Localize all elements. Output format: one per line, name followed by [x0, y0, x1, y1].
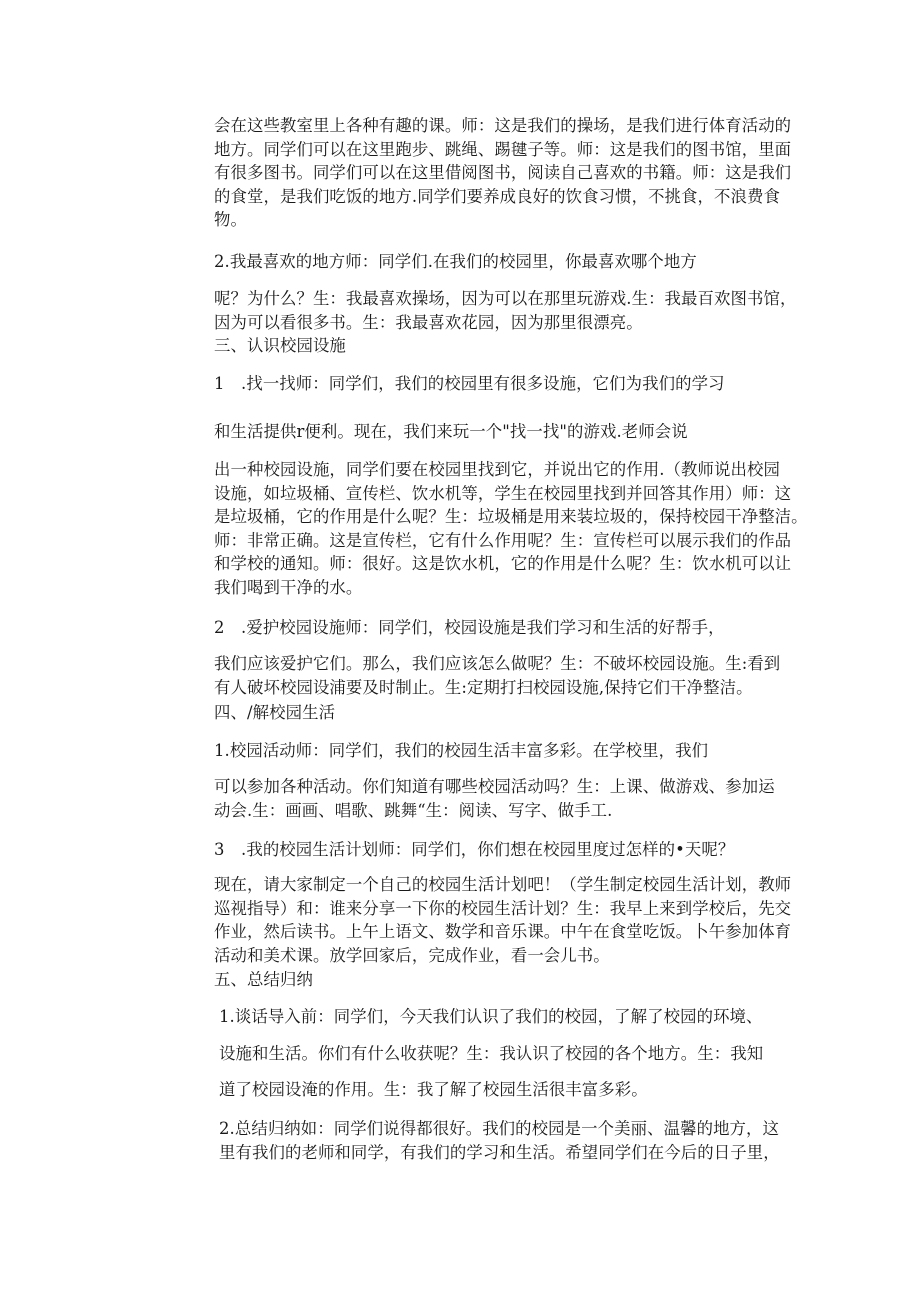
text-line: 是垃圾桶，它的作用是什么呢？生：垃圾桶是用来装垃圾的，保持校园干净整洁。 [214, 507, 808, 526]
paragraph-favorite-place-answers [214, 287, 814, 334]
text-line: 和学校的通知。师：很好。这是饮水机，它的作用是什么呢？生：饮水机可以让 [214, 554, 792, 573]
text-line: 里有我们的老师和同学，有我们的学习和生活。希望同学们在今后的日子里， [219, 1142, 780, 1162]
text-line: 出一种校园设施，同学们要在校园里找到它，并说出它的作用.（教师说出校园 [214, 460, 780, 479]
paragraph-summary-question [219, 1042, 819, 1066]
text-line: 1.校园活动师：同学们，我们的校园生活丰富多彩。在学校里，我们 [214, 741, 709, 760]
text-line: 因为可以看很多书。生：我最喜欢花园，因为那里很漂亮。 [214, 312, 643, 332]
text-line: 1 .找一找师：同学们，我们的校园里有很多设施，它们为我们的学习 [214, 374, 725, 393]
text-line: 活动和美术课。放学回家后，完成作业，看一会儿书。 [214, 945, 610, 965]
paragraph-favorite-place-intro [214, 250, 814, 274]
text-line: 和生活提供r便利。现在，我们来玩一个"找一找"的游戏.老师会说 [214, 422, 688, 441]
text-line: 1.谈话导入前：同学们，今天我们认识了我们的校园，了解了校园的环境、 [219, 1007, 763, 1026]
text-line: 2.总结归纳如：同学们说得都很好。我们的校园是一个美丽、温馨的地方，这 [219, 1119, 780, 1138]
section-heading-3: 三、认识校园设施 [214, 336, 346, 355]
text-line: 有很多图书。同学们可以在这里借阅图书，阅读自己喜欢的书籍。师：这是我们 [214, 163, 792, 182]
paragraph-school-activities-intro [214, 739, 814, 763]
paragraph-protect-facility-intro [214, 616, 814, 640]
text-line: 现在，请大家制定一个自己的校园生活计划吧！（学生制定校园生活计划，教师 [214, 875, 792, 894]
text-line: 动会.生：画画、唱歌、跳舞“生：阅读、写字、做手工. [214, 800, 613, 820]
text-line: 地方。同学们可以在这里跑步、跳绳、踢毽子等。师：这是我们的图书馆，里面 [214, 139, 792, 159]
paragraph-facility-functions [214, 458, 814, 599]
text-line: 会在这些教室里上各种有趣的课。师：这是我们的操场，是我们进行体育活动的 [214, 116, 792, 135]
paragraph-life-plan-intro [214, 838, 814, 862]
paragraph-protect-facility-answers [214, 652, 814, 699]
text-line: 作业，然后读书。上午上语文、数学和音乐课。中午在食堂吃饭。卜午参加体育 [214, 922, 792, 941]
text-line: 设施和生活。你们有什么收获呢？生：我认识了校园的各个地方。生：我知 [219, 1044, 764, 1063]
section-heading-4: 四、/解校园生活 [214, 703, 336, 722]
text-line: 3 .我的校园生活计划师：同学们，你们想在校园里度过怎样的•天呢？ [214, 840, 735, 859]
paragraph-summary-answer [219, 1078, 819, 1102]
text-line: 有人破坏校园设浦要及时制止。生:定期打扫校园设施,保持它们干净整洁。 [214, 677, 753, 697]
text-line: 设施，如垃圾桶、宣传栏、饮水机等，学生在校园里找到并回答其作用）师：这 [214, 483, 792, 503]
paragraph-find-facility-game [214, 420, 814, 444]
text-line: 2.我最喜欢的地方师：同学们.在我们的校园里，你最喜欢哪个地方 [214, 252, 697, 271]
text-line: 巡视指导）和：谁来分享一下你的校园生活计划？生：我早上来到学校后，先交 [214, 898, 792, 918]
text-line: 2 .爱护校园设施师：同学们，校园设施是我们学习和生活的好帮手， [214, 618, 725, 637]
paragraph-school-activities-answers [214, 775, 814, 822]
text-line: 呢？为什么？生：我最喜欢操场，因为可以在那里玩游戏.生：我最百欢图书馆， [214, 289, 797, 308]
text-line: 物。 [214, 210, 247, 229]
text-line: 可以参加各种活动。你们知道有哪些校园活动吗？生：上课、做游戏、参加运 [214, 777, 775, 796]
section-heading-5: 五、总结归纳 [214, 970, 313, 989]
paragraph-life-plan-details [214, 873, 814, 967]
paragraph-classroom-playground-library [214, 114, 814, 232]
paragraph-conclusion [219, 1117, 819, 1164]
text-line: 我们应该爱护它们。那么，我们应该怎么做呢？生：不破坏校园设施。生:看到 [214, 654, 781, 673]
text-line: 的食堂，是我们吃饭的地方.同学们要养成良好的饮食习惯，不挑食，不浪费食 [214, 186, 780, 206]
text-line: 我们喝到干净的水。 [214, 577, 363, 597]
text-line: 道了校园设淹的作用。生：我了解了校园生活很丰富多彩。 [219, 1080, 648, 1099]
paragraph-summary-intro [219, 1005, 819, 1029]
text-line: 师：非常正确。这是宣传栏，它有什么作用呢？生：宣传栏可以展示我们的作品 [214, 530, 792, 550]
paragraph-find-facility-intro [214, 372, 814, 396]
